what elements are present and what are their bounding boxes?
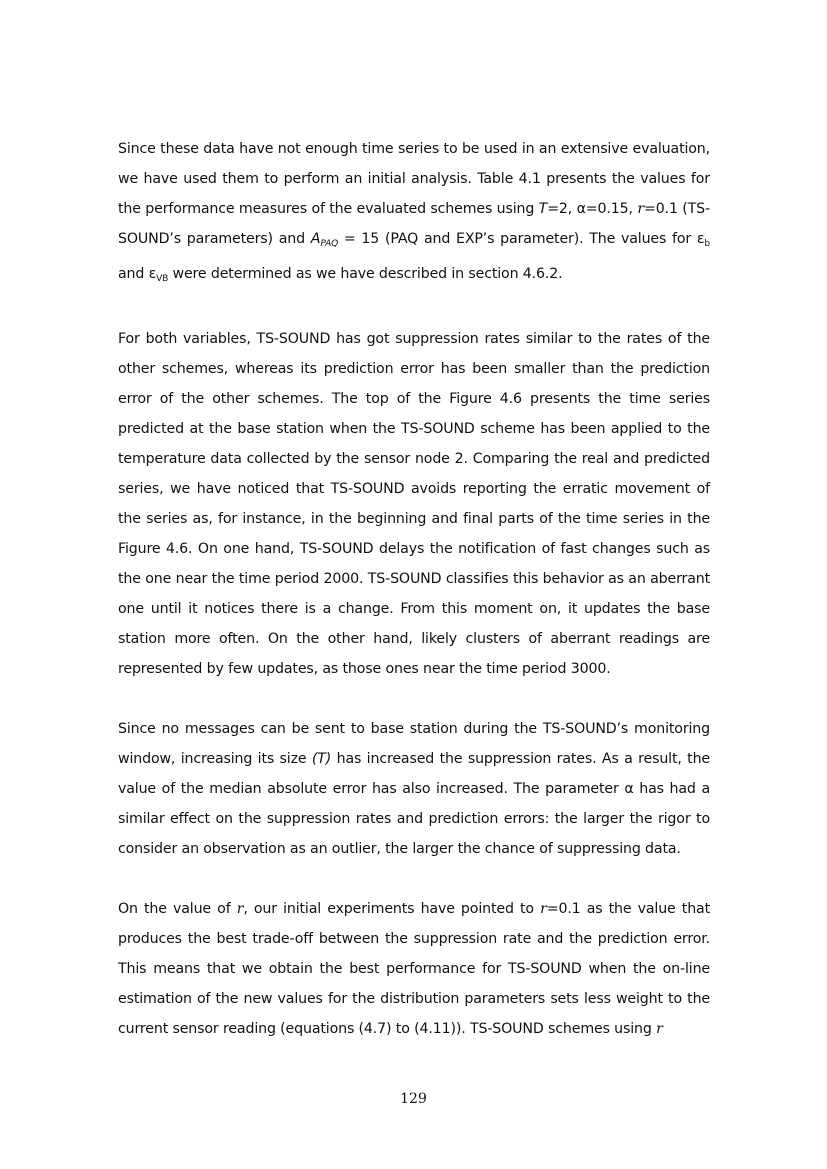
- document-body: [118, 134, 710, 1044]
- text-span: and ε: [118, 266, 157, 282]
- symbol-r: r: [236, 901, 244, 917]
- subscript-b: b: [704, 239, 710, 249]
- symbol-r: r: [637, 201, 644, 217]
- text-span: =0.1 (TS-SOUND’s parameters) and: [118, 201, 711, 247]
- text-span: Since no messages can be sent to base station during the TS-SOUND’s monitoring window, increasing its size: [118, 721, 710, 767]
- text-span: has increased the suppression rates. As a result, the value of the median absolute error has also increased. The parameter α has had a similar effect on the suppression rates and prediction errors: the larger the rigor to consider an observation as an outlier, the larger the chance of suppressing data.: [118, 751, 710, 857]
- text-span: =2, α=0.15,: [547, 201, 638, 217]
- paragraph-window-size: [118, 714, 710, 864]
- text-span: , our initial experiments have pointed to: [243, 901, 541, 917]
- symbol-T: T: [538, 201, 548, 217]
- page-number: 129: [400, 1091, 427, 1107]
- symbol-T-parenthesized: (T): [311, 751, 332, 767]
- symbol-r: r: [656, 1021, 663, 1037]
- text-span: =0.1 as the value that produces the best trade-off between the suppression rate and the prediction error. This means that we obtain the best performance for TS-SOUND when the on-line estimation of the new values for the distribution parameters sets less weight to the current sensor reading (equations (4.7) to (4.11)). TS-SOUND schemes using: [118, 901, 711, 1037]
- text-span: were determined as we have described in section 4.6.2.: [168, 266, 563, 282]
- paragraph-parameter-r: [118, 894, 710, 1044]
- symbol-A: A: [310, 231, 321, 247]
- paragraph-initial-analysis: [118, 134, 710, 294]
- subscript-paq: PAQ: [320, 239, 339, 249]
- paragraph-results: For both variables, TS-SOUND has got suppression rates similar to the rates of the other schemes, whereas its prediction error has been smaller than the prediction error of the other schemes. The top of the Figure 4.6 presents the time series predicted at the base station when the TS-SOUND scheme has been applied to the temperature data collected by the sensor node 2. Comparing the real and predicted series, we have noticed that TS-SOUND avoids reporting the erratic movement of the series as, for instance, in the beginning and final parts of the time series in the Figure 4.6. On one hand, TS-SOUND delays the notification of fast changes such as the one near the time period 2000. TS-SOUND classifies this behavior as an aberrant one until it notices there is a change. From this moment on, it updates the base station more often. On the other hand, likely clusters of aberrant readings are represented by few updates, as those ones near the time period 3000.: [118, 331, 710, 677]
- symbol-r: r: [540, 901, 547, 917]
- subscript-vb: VB: [156, 274, 169, 284]
- text-span: On the value of: [118, 901, 237, 917]
- text-span: Since these data have not enough time series to be used in an extensive evaluation, we have used them to perform an initial analysis. Table 4.1 presents the values for the performance measures of the evaluated schemes using: [118, 141, 710, 217]
- text-span: = 15 (PAQ and EXP’s parameter). The values for ε: [338, 231, 705, 247]
